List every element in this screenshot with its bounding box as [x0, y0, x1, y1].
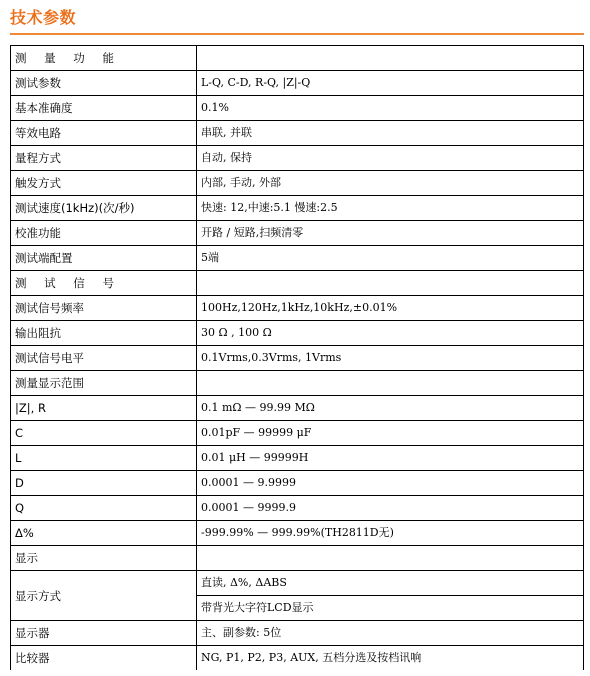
table-row [11, 46, 584, 71]
row-value: 5端 [197, 246, 584, 271]
row-label: C [11, 421, 197, 446]
section-header: 测 试 信 号 [11, 271, 197, 296]
table-row [11, 646, 584, 671]
row-value: 开路 / 短路,扫频清零 [197, 221, 584, 246]
row-label: 比较器 [11, 646, 197, 671]
row-label: D [11, 471, 197, 496]
table-row [11, 296, 584, 321]
row-value: 0.0001 — 9999.9 [197, 496, 584, 521]
row-value: 30 Ω , 100 Ω [197, 321, 584, 346]
row-label: 输出阻抗 [11, 321, 197, 346]
row-value: 串联, 并联 [197, 121, 584, 146]
row-value [197, 546, 584, 571]
row-value [197, 46, 584, 71]
table-row [11, 246, 584, 271]
row-label: 基本准确度 [11, 96, 197, 121]
table-row [11, 446, 584, 471]
row-label: |Z|, R [11, 396, 197, 421]
table-row [11, 621, 584, 646]
row-label: 等效电路 [11, 121, 197, 146]
row-label: 校准功能 [11, 221, 197, 246]
table-row [11, 346, 584, 371]
title-divider [10, 33, 584, 35]
section-header: 显示 [11, 546, 197, 571]
row-value: 0.01 μH — 99999H [197, 446, 584, 471]
row-value: 100Hz,120Hz,1kHz,10kHz,±0.01% [197, 296, 584, 321]
table-row [11, 371, 584, 396]
row-value: 内部, 手动, 外部 [197, 171, 584, 196]
row-value: -999.99% — 999.99%(TH2811D无) [197, 521, 584, 546]
table-row [11, 521, 584, 546]
row-value: NG, P1, P2, P3, AUX, 五档分选及按档讯响 [197, 646, 584, 671]
section-header: 测量显示范围 [11, 371, 197, 396]
row-value: 主、副参数: 5位 [197, 621, 584, 646]
row-value-group [197, 571, 584, 621]
row-label: 测试信号电平 [11, 346, 197, 371]
row-label: L [11, 446, 197, 471]
row-value: 直读, Δ%, ΔABS [201, 576, 287, 589]
row-value: 0.0001 — 9.9999 [197, 471, 584, 496]
row-label: 测试信号频率 [11, 296, 197, 321]
section-header: 测 量 功 能 [11, 46, 197, 71]
row-label: Δ% [11, 521, 197, 546]
table-row [11, 396, 584, 421]
row-value [197, 271, 584, 296]
table-row [11, 571, 584, 621]
row-value: L-Q, C-D, R-Q, |Z|-Q [197, 71, 584, 96]
row-label: 测试参数 [11, 71, 197, 96]
row-value: 快速: 12,中速:5.1 慢速:2.5 [197, 196, 584, 221]
table-row [11, 321, 584, 346]
table-row [11, 471, 584, 496]
row-label: 显示器 [11, 621, 197, 646]
row-value: 自动, 保持 [197, 146, 584, 171]
table-row [11, 71, 584, 96]
row-value: 0.1 mΩ — 99.99 MΩ [197, 396, 584, 421]
table-row [11, 171, 584, 196]
row-value: 带背光大字符LCD显示 [197, 595, 583, 620]
table-row [11, 96, 584, 121]
row-label: 测试速度(1kHz)(次/秒) [11, 196, 197, 221]
row-label: 测试端配置 [11, 246, 197, 271]
row-label: Q [11, 496, 197, 521]
table-row [11, 221, 584, 246]
row-value: 0.1% [197, 96, 584, 121]
spec-table [10, 45, 584, 670]
table-row [11, 421, 584, 446]
row-value: 0.01pF — 99999 μF [197, 421, 584, 446]
table-row [11, 271, 584, 296]
row-value [197, 371, 584, 396]
row-value: 0.1Vrms,0.3Vrms, 1Vrms [197, 346, 584, 371]
page-title: 技术参数 [10, 8, 77, 27]
table-row [11, 196, 584, 221]
row-label: 量程方式 [11, 146, 197, 171]
row-label: 触发方式 [11, 171, 197, 196]
table-row [11, 146, 584, 171]
table-row [11, 121, 584, 146]
table-row [11, 496, 584, 521]
row-label: 显示方式 [11, 571, 197, 621]
table-row [11, 546, 584, 571]
